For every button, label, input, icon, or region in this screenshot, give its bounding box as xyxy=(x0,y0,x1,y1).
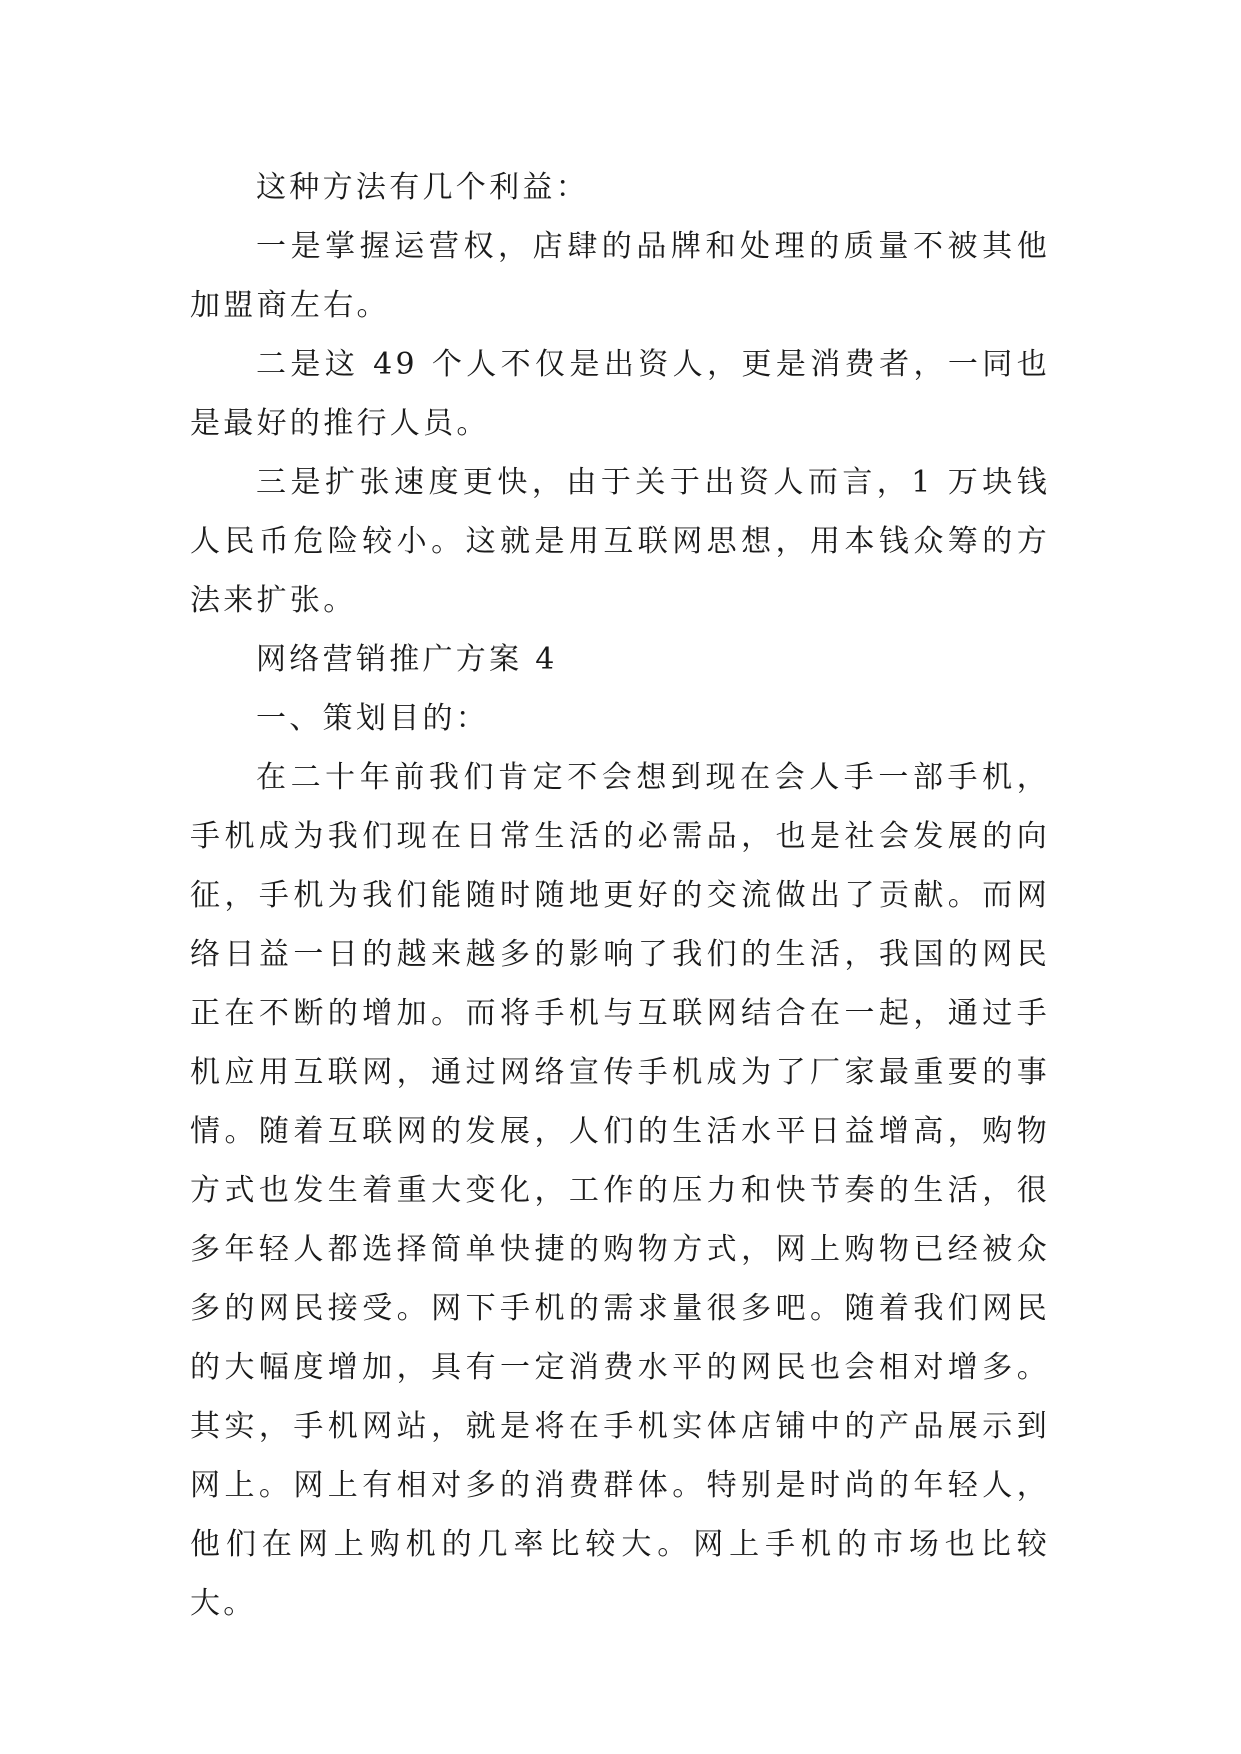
paragraph-body: 在二十年前我们肯定不会想到现在会人手一部手机，手机成为我们现在日常生活的必需品，也是社会发展的向征，手机为我们能随时随地更好的交流做出了贡献。而网络日益一日的越来越多的影响了我们的生活，我国的网民正在不断的增加。而将手机与互联网结合在一起，通过手机应用互联网，通过网络宣传手机成为了厂家最重要的事情。随着互联网的发展，人们的生活水平日益增高，购物方式也发生着重大变化，工作的压力和快节奏的生活，很多年轻人都选择简单快捷的购物方式，网上购物已经被众多的网民接受。网下手机的需求量很多吧。随着我们网民的大幅度增加，具有一定消费水平的网民也会相对增多。其实，手机网站，就是将在手机实体店铺中的产品展示到网上。网上有相对多的消费群体。特别是时尚的年轻人，他们在网上购机的几率比较大。网上手机的市场也比较大。 xyxy=(190,760,1050,1621)
paragraph-benefits-intro: 这种方法有几个利益： xyxy=(256,170,589,205)
document-body xyxy=(190,158,1050,1633)
paragraph-benefit-three: 三是扩张速度更快，由于关于出资人而言，1 万块钱人民币危险较小。这就是用互联网思想，用本钱众筹的方法来扩张。 xyxy=(190,465,1050,618)
subsection-heading: 一、策划目的： xyxy=(256,701,490,736)
section-heading: 网络营销推广方案 4 xyxy=(256,642,558,677)
paragraph-benefit-two: 二是这 49 个人不仅是出资人，更是消费者，一同也是最好的推行人员。 xyxy=(190,347,1050,441)
paragraph-benefit-one: 一是掌握运营权，店肆的品牌和处理的质量不被其他加盟商左右。 xyxy=(190,229,1050,323)
